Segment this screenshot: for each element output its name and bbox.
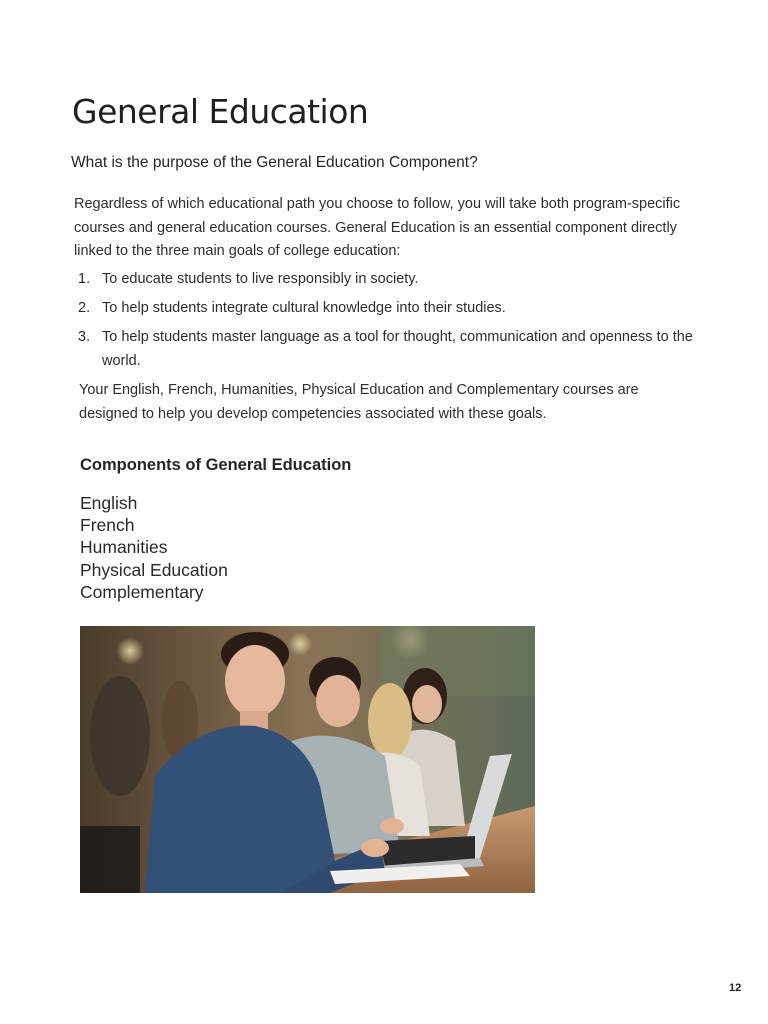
page-title: General Education (72, 92, 369, 131)
components-heading: Components of General Education (80, 456, 352, 474)
component-item-humanities: Humanities (80, 537, 168, 558)
goal-number: 1. (78, 271, 91, 287)
goal-text: To educate students to live responsibly in society. (102, 271, 419, 287)
component-item-french: French (80, 515, 135, 536)
goal-item (74, 297, 714, 321)
component-item-english: English (80, 493, 138, 513)
components-list (80, 492, 228, 603)
goal-item (74, 268, 714, 292)
section-question: What is the purpose of the General Education Component? (71, 154, 478, 171)
goal-number: 3. (78, 329, 91, 345)
goal-item (74, 326, 714, 373)
goal-text: To help students master language as a tool for thought, communication and openness to the world. (102, 329, 693, 369)
closing-paragraph: Your English, French, Humanities, Physical Education and Complementary courses are designed to help you develop competencies associated with these goals. (79, 382, 639, 422)
component-item-physical-education: Physical Education (80, 559, 228, 580)
students-studying-photo (80, 626, 535, 893)
page-number: 12 (729, 982, 742, 994)
goal-number: 2. (78, 300, 91, 316)
intro-paragraph: Regardless of which educational path you choose to follow, you will take both program-specific courses and general education courses. General Education is an essential component directly linked to the three main goals of college education: (74, 196, 681, 259)
goals-list (74, 268, 714, 379)
goal-text: To help students integrate cultural knowledge into their studies. (102, 300, 506, 316)
component-item-complementary: Complementary (80, 581, 204, 602)
